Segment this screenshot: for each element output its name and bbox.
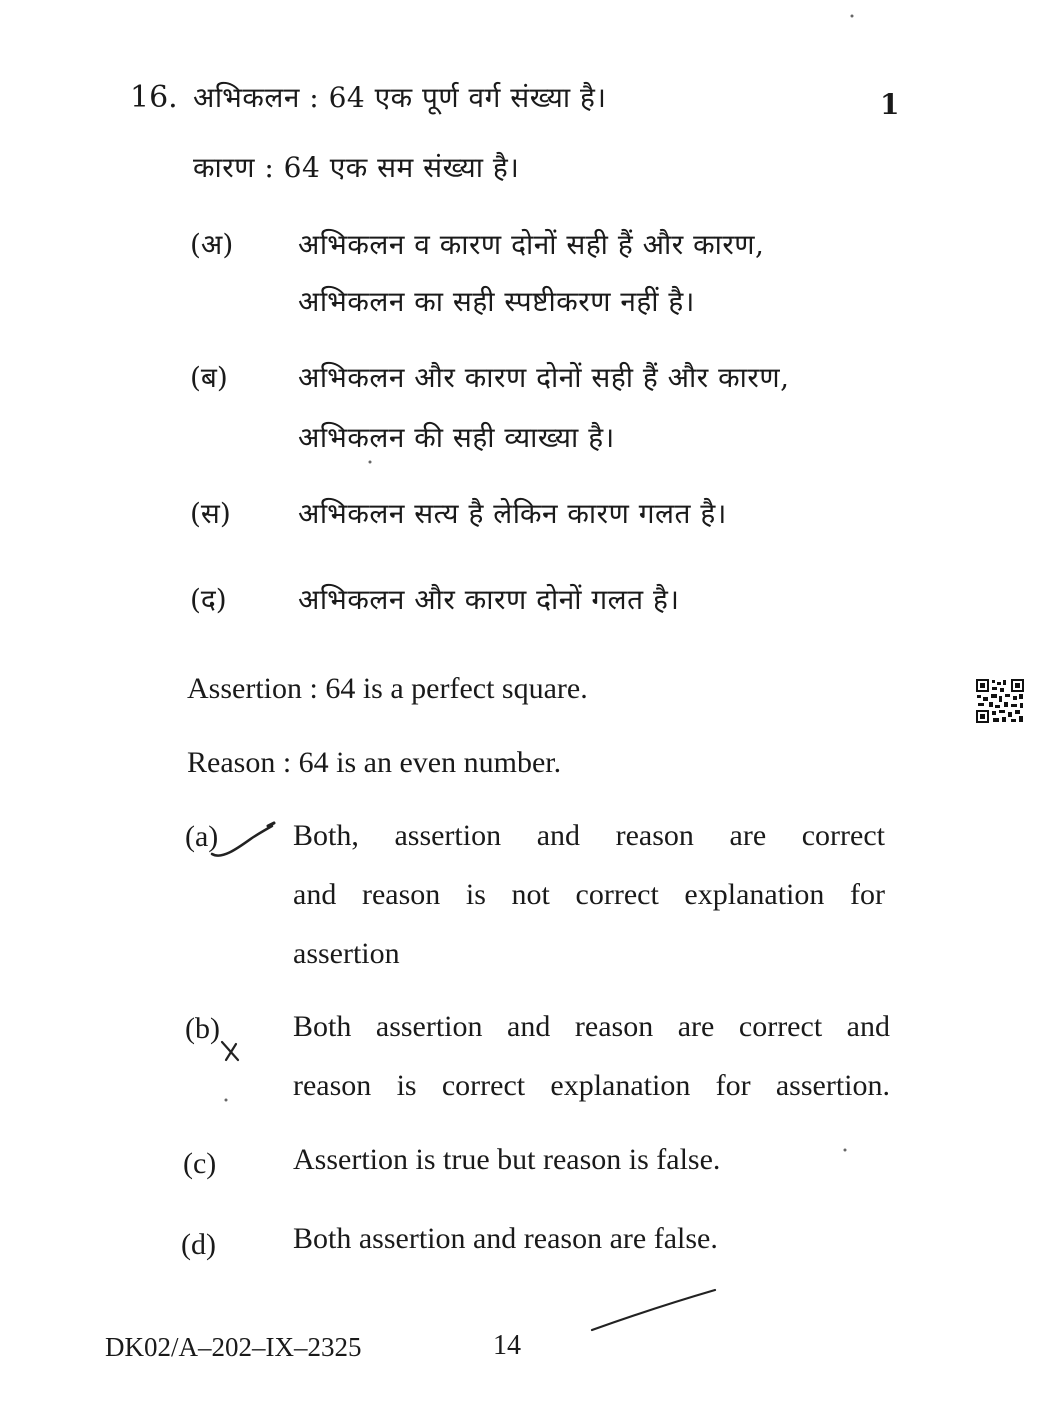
english-option-label: (b) — [185, 1012, 220, 1045]
cross-mark-option-b — [222, 1042, 238, 1060]
hindi-reason: कारण : 64 एक सम संख्या है। — [193, 151, 520, 184]
english-reason: Reason : 64 is an even number. — [187, 746, 562, 779]
hindi-option-text: अभिकलन सत्य है लेकिन कारण गलत है। — [298, 497, 727, 530]
hindi-option-label: (ब) — [190, 361, 228, 394]
hindi-option-text: अभिकलन व कारण दोनों सही हैं और कारण, — [298, 228, 765, 261]
english-option-text: Both assertion and reason are correct and — [293, 1010, 890, 1043]
stray-dot — [844, 1149, 847, 1152]
hindi-option-text: अभिकलन और कारण दोनों सही हैं और कारण, — [298, 361, 790, 394]
english-option-text: Both assertion and reason are false. — [293, 1222, 718, 1255]
english-option-label: (a) — [185, 820, 219, 853]
stray-dot — [369, 461, 372, 464]
signature-stroke — [592, 1290, 715, 1330]
tick-mark-option-a-accent — [268, 823, 274, 826]
question-number: 16. — [130, 80, 178, 115]
english-option-text: assertion — [293, 937, 400, 970]
hindi-option-label: (स) — [190, 497, 231, 530]
hindi-option-text: अभिकलन की सही व्याख्या है। — [298, 421, 615, 454]
hindi-option-text: अभिकलन का सही स्पष्टीकरण नहीं है। — [298, 285, 695, 318]
hindi-option-label: (अ) — [190, 228, 234, 261]
english-option-label: (d) — [181, 1228, 216, 1261]
stray-dot — [225, 1099, 228, 1102]
hindi-option-text: अभिकलन और कारण दोनों गलत है। — [298, 583, 680, 616]
qr-code — [975, 678, 1025, 724]
english-option-text: Assertion is true but reason is false. — [293, 1143, 721, 1176]
english-option-text: and reason is not correct explanation for — [293, 878, 885, 911]
stray-dot — [851, 15, 854, 18]
english-option-a-text — [293, 806, 885, 983]
english-option-b-text — [293, 997, 890, 1115]
page-number: 14 — [493, 1330, 521, 1361]
paper-code: DK02/A–202–IX–2325 — [105, 1332, 362, 1362]
question-marks: 1 — [880, 88, 900, 121]
english-option-text: reason is correct explanation for assertion. — [293, 1069, 890, 1102]
hindi-option-label: (द) — [190, 583, 227, 616]
english-option-label: (c) — [183, 1147, 217, 1180]
hindi-assertion: अभिकलन : 64 एक पूर्ण वर्ग संख्या है। — [193, 81, 607, 114]
tick-mark-option-a — [212, 826, 272, 856]
english-assertion: Assertion : 64 is a perfect square. — [187, 672, 588, 705]
english-option-text: Both, assertion and reason are correct — [293, 819, 885, 852]
